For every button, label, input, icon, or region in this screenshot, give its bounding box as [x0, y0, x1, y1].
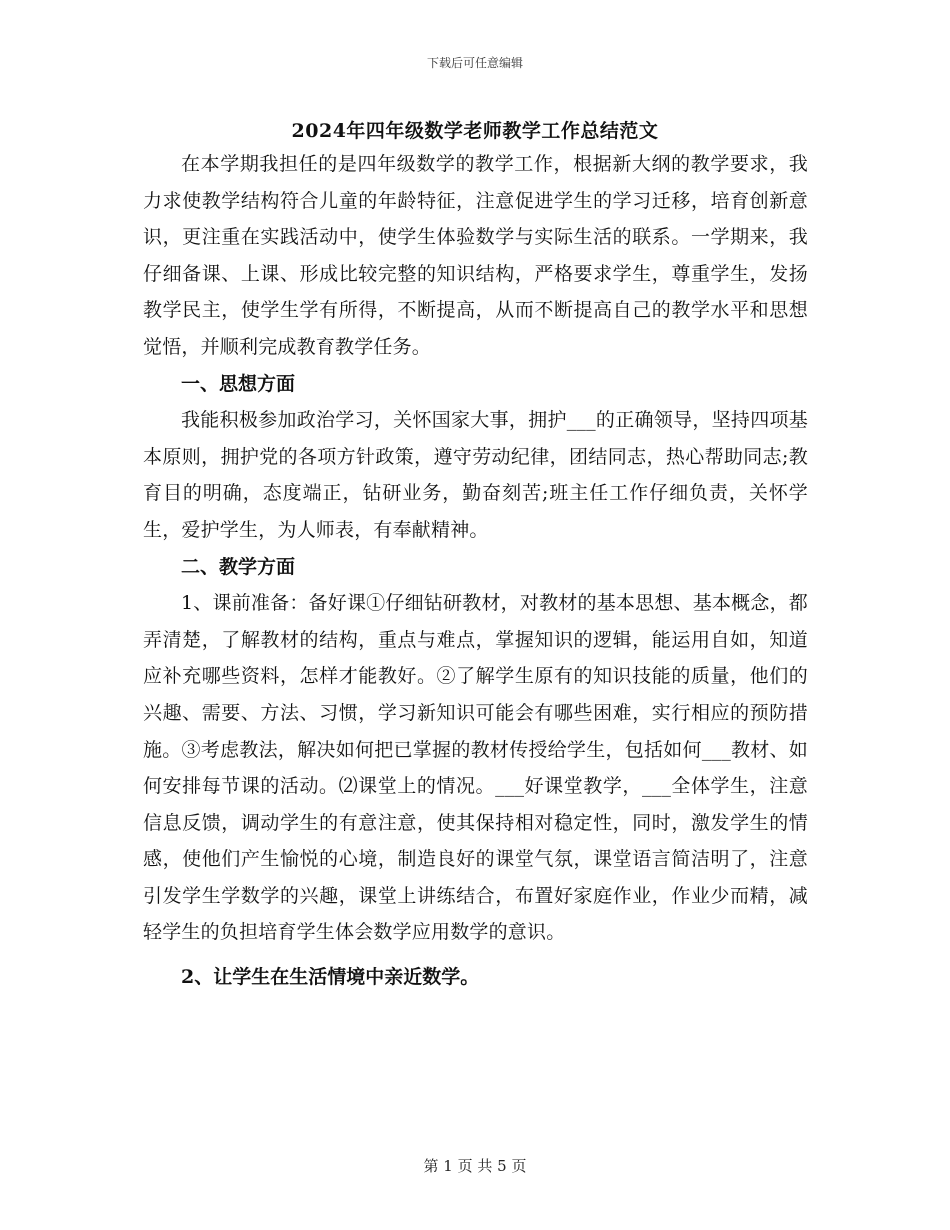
page-number: 第 1 页 共 5 页 [423, 1157, 527, 1175]
teaching-paragraph: 1、课前准备：备好课①仔细钻研教材，对教材的基本思想、基本概念，都弄清楚，了解教材的结构，重点与难点，掌握知识的逻辑，能运用自如，知道应补充哪些资料，怎样才能教好。②了解学生原有的知识技能的质量，他们的兴趣、需要、方法、习惯，学习新知识可能会有哪些困难，实行相应的预防措施。③考虑教法，解决如何把已掌握的教材传授给学生，包括如何___教材、如何安排每节课的活动。⑵课堂上的情况。___好课堂教学，___全体学生，注意信息反馈，调动学生的有意注意，使其保持相对稳定性，同时，激发学生的情感，使他们产生愉悦的心境，制造良好的课堂气氛，课堂语言简洁明了，注意引发学生学数学的兴趣，课堂上讲练结合，布置好家庭作业，作业少而精，减轻学生的负担培育学生体会数学应用数学的意识。 [143, 592, 808, 944]
document-title: 2024年四年级数学老师教学工作总结范文 [291, 120, 659, 142]
subsection-heading-life: 2、让学生在生活情境中亲近数学。 [181, 966, 480, 989]
thought-paragraph: 我能积极参加政治学习，关怀国家大事，拥护___的正确领导，坚持四项基本原则，拥护党的各项方针政策，遵守劳动纪律，团结同志，热心帮助同志;教育目的明确，态度端正，钻研业务，勤奋刻苦;班主任工作仔细负责，关怀学生，爱护学生，为人师表，有奉献精神。 [143, 409, 808, 541]
section-heading-teaching: 二、教学方面 [181, 555, 296, 578]
document-body [143, 146, 808, 996]
header-note: 下载后可任意编辑 [426, 56, 523, 70]
section-heading-thought: 一、思想方面 [181, 372, 296, 395]
intro-paragraph: 在本学期我担任的是四年级数学的教学工作，根据新大纲的教学要求，我力求使教学结构符合儿童的年龄特征，注意促进学生的学习迁移，培育创新意识，更注重在实践活动中，使学生体验数学与实际生活的联系。一学期来，我仔细备课、上课、形成比较完整的知识结构，严格要求学生，尊重学生，发扬教学民主，使学生学有所得，不断提高，从而不断提高自己的教学水平和思想觉悟，并顺利完成教育教学任务。 [143, 153, 808, 358]
